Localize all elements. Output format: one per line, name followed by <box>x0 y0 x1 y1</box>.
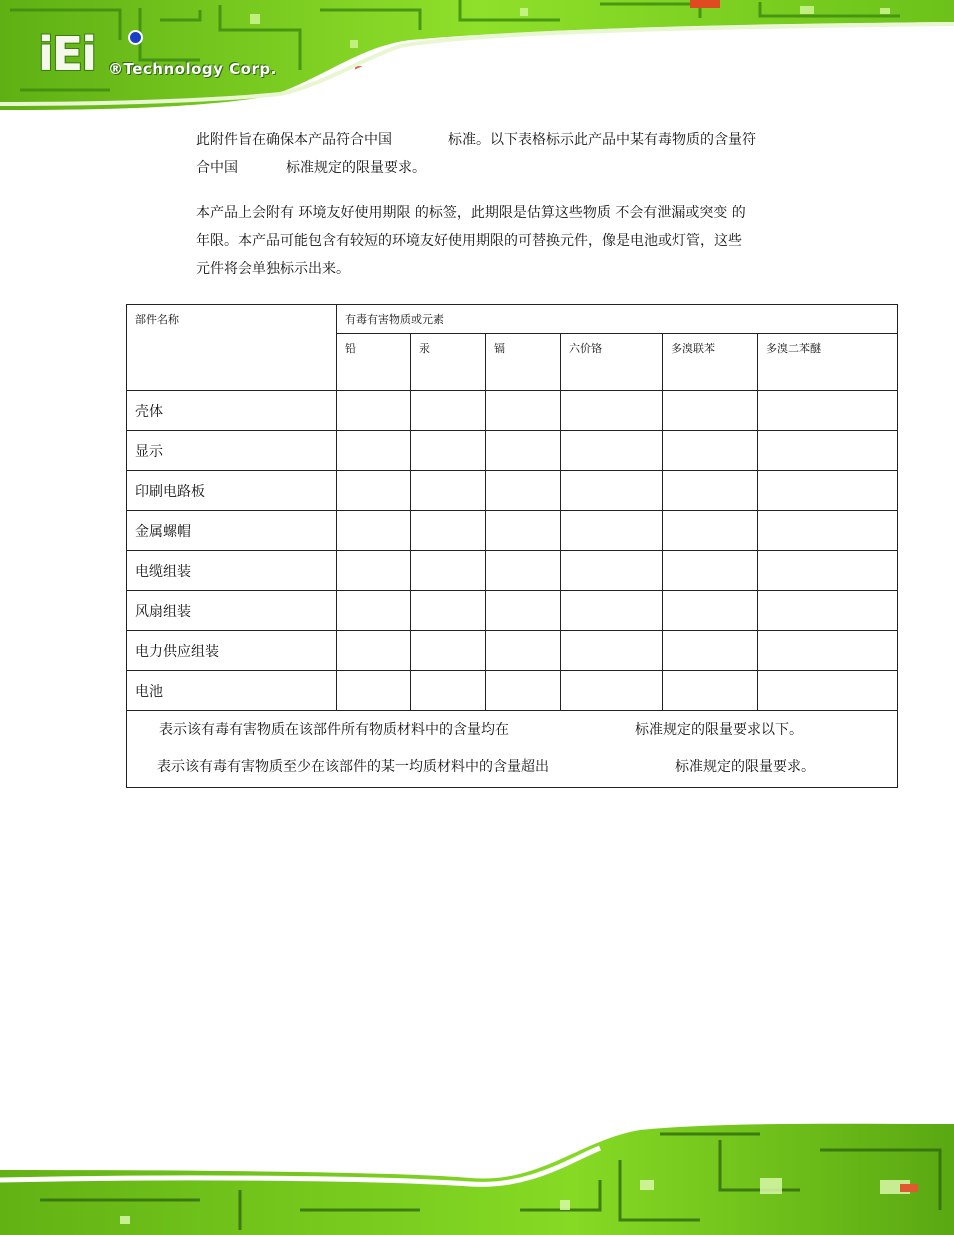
logo-dot-icon <box>128 30 143 45</box>
table-cell <box>758 471 898 511</box>
p2-line-3: 元件将会单独标示出来。 <box>196 261 350 277</box>
table-cell <box>758 671 898 711</box>
table-row <box>127 511 898 551</box>
table-cell <box>758 631 898 671</box>
table-cell <box>663 551 758 591</box>
table-cell <box>486 511 561 551</box>
header-banner <box>0 0 954 112</box>
part-name-cell: 显示 <box>127 431 337 471</box>
table-note-cell <box>127 711 898 788</box>
table-cell <box>337 511 411 551</box>
part-name-cell: 印刷电路板 <box>127 471 337 511</box>
table-cell <box>561 431 663 471</box>
table-cell <box>663 431 758 471</box>
table-cell <box>561 631 663 671</box>
table-row <box>127 631 898 671</box>
substance-header: 多溴二苯醚 <box>758 334 898 391</box>
table-cell <box>337 591 411 631</box>
part-name-cell: 电力供应组装 <box>127 631 337 671</box>
pcb-footer-graphic <box>0 1120 954 1235</box>
p1-text-a: 此附件旨在确保本产品符合中国 <box>196 132 392 148</box>
hazardous-substance-table <box>126 304 898 788</box>
table-cell <box>337 391 411 431</box>
table-row <box>127 551 898 591</box>
note1-text-b: 标准规定的限量要求以下。 <box>635 722 803 738</box>
p1-text-c: 合中国 <box>196 160 238 176</box>
table-row <box>127 431 898 471</box>
table-cell <box>663 391 758 431</box>
table-cell <box>486 551 561 591</box>
substance-header: 汞 <box>411 334 486 391</box>
table-cell <box>486 391 561 431</box>
table-cell <box>411 391 486 431</box>
table-cell <box>337 551 411 591</box>
table-cell <box>411 431 486 471</box>
intro-paragraph-1 <box>196 126 826 182</box>
table-note-row <box>127 711 898 788</box>
table-cell <box>337 631 411 671</box>
company-name: ®Technology Corp. <box>108 60 277 78</box>
logo-mark: iEi <box>38 27 95 81</box>
table-cell <box>411 471 486 511</box>
table-cell <box>663 631 758 671</box>
table-cell <box>411 551 486 591</box>
part-name-header: 部件名称 <box>127 305 337 391</box>
pcb-header-graphic <box>0 0 954 112</box>
note-line-1 <box>135 721 889 740</box>
table-cell <box>561 591 663 631</box>
table-row <box>127 391 898 431</box>
part-name-cell: 风扇组装 <box>127 591 337 631</box>
intro-paragraph-2 <box>196 199 826 283</box>
table-cell <box>758 391 898 431</box>
table-cell <box>663 471 758 511</box>
table-cell <box>486 671 561 711</box>
table-cell <box>486 431 561 471</box>
table-cell <box>411 511 486 551</box>
p2-line-2: 年限。本产品可能包含有较短的环境友好使用期限的可替换元件，像是电池或灯管，这些 <box>196 233 742 249</box>
footer-banner <box>0 1120 954 1235</box>
note2-text-a: 表示该有毒有害物质至少在该部件的某一均质材料中的含量超出 <box>157 759 549 775</box>
table-cell <box>758 551 898 591</box>
part-name-cell: 电池 <box>127 671 337 711</box>
substance-header: 六价铬 <box>561 334 663 391</box>
note-line-2 <box>135 758 889 777</box>
table-cell <box>411 591 486 631</box>
p1-text-b: 标准。以下表格标示此产品中某有毒物质的含量符 <box>448 132 756 148</box>
part-name-cell: 金属螺帽 <box>127 511 337 551</box>
table-cell <box>758 431 898 471</box>
table-cell <box>337 431 411 471</box>
table-cell <box>411 671 486 711</box>
table-cell <box>663 511 758 551</box>
substance-group-header: 有毒有害物质或元素 <box>337 305 898 334</box>
table-cell <box>486 591 561 631</box>
table-row <box>127 591 898 631</box>
table-cell <box>337 471 411 511</box>
part-name-cell: 壳体 <box>127 391 337 431</box>
part-name-cell: 电缆组装 <box>127 551 337 591</box>
table-cell <box>486 471 561 511</box>
table-cell <box>663 591 758 631</box>
note2-text-b: 标准规定的限量要求。 <box>675 759 815 775</box>
p1-text-d: 标准规定的限量要求。 <box>286 160 426 176</box>
table-cell <box>758 591 898 631</box>
table-cell <box>561 671 663 711</box>
table-cell <box>561 391 663 431</box>
note1-text-a: 表示该有毒有害物质在该部件所有物质材料中的含量均在 <box>159 722 509 738</box>
table-cell <box>663 671 758 711</box>
substance-header: 铅 <box>337 334 411 391</box>
substance-header: 镉 <box>486 334 561 391</box>
table-cell <box>561 511 663 551</box>
table-cell <box>486 631 561 671</box>
table-row <box>127 471 898 511</box>
p2-line-1: 本产品上会附有 环境友好使用期限 的标签，此期限是估算这些物质 不会有泄漏或突变 的 <box>196 205 746 221</box>
table-row <box>127 671 898 711</box>
table-cell <box>337 671 411 711</box>
table-cell <box>411 631 486 671</box>
table-cell <box>561 551 663 591</box>
table-cell <box>561 471 663 511</box>
substance-header: 多溴联苯 <box>663 334 758 391</box>
table-cell <box>758 511 898 551</box>
